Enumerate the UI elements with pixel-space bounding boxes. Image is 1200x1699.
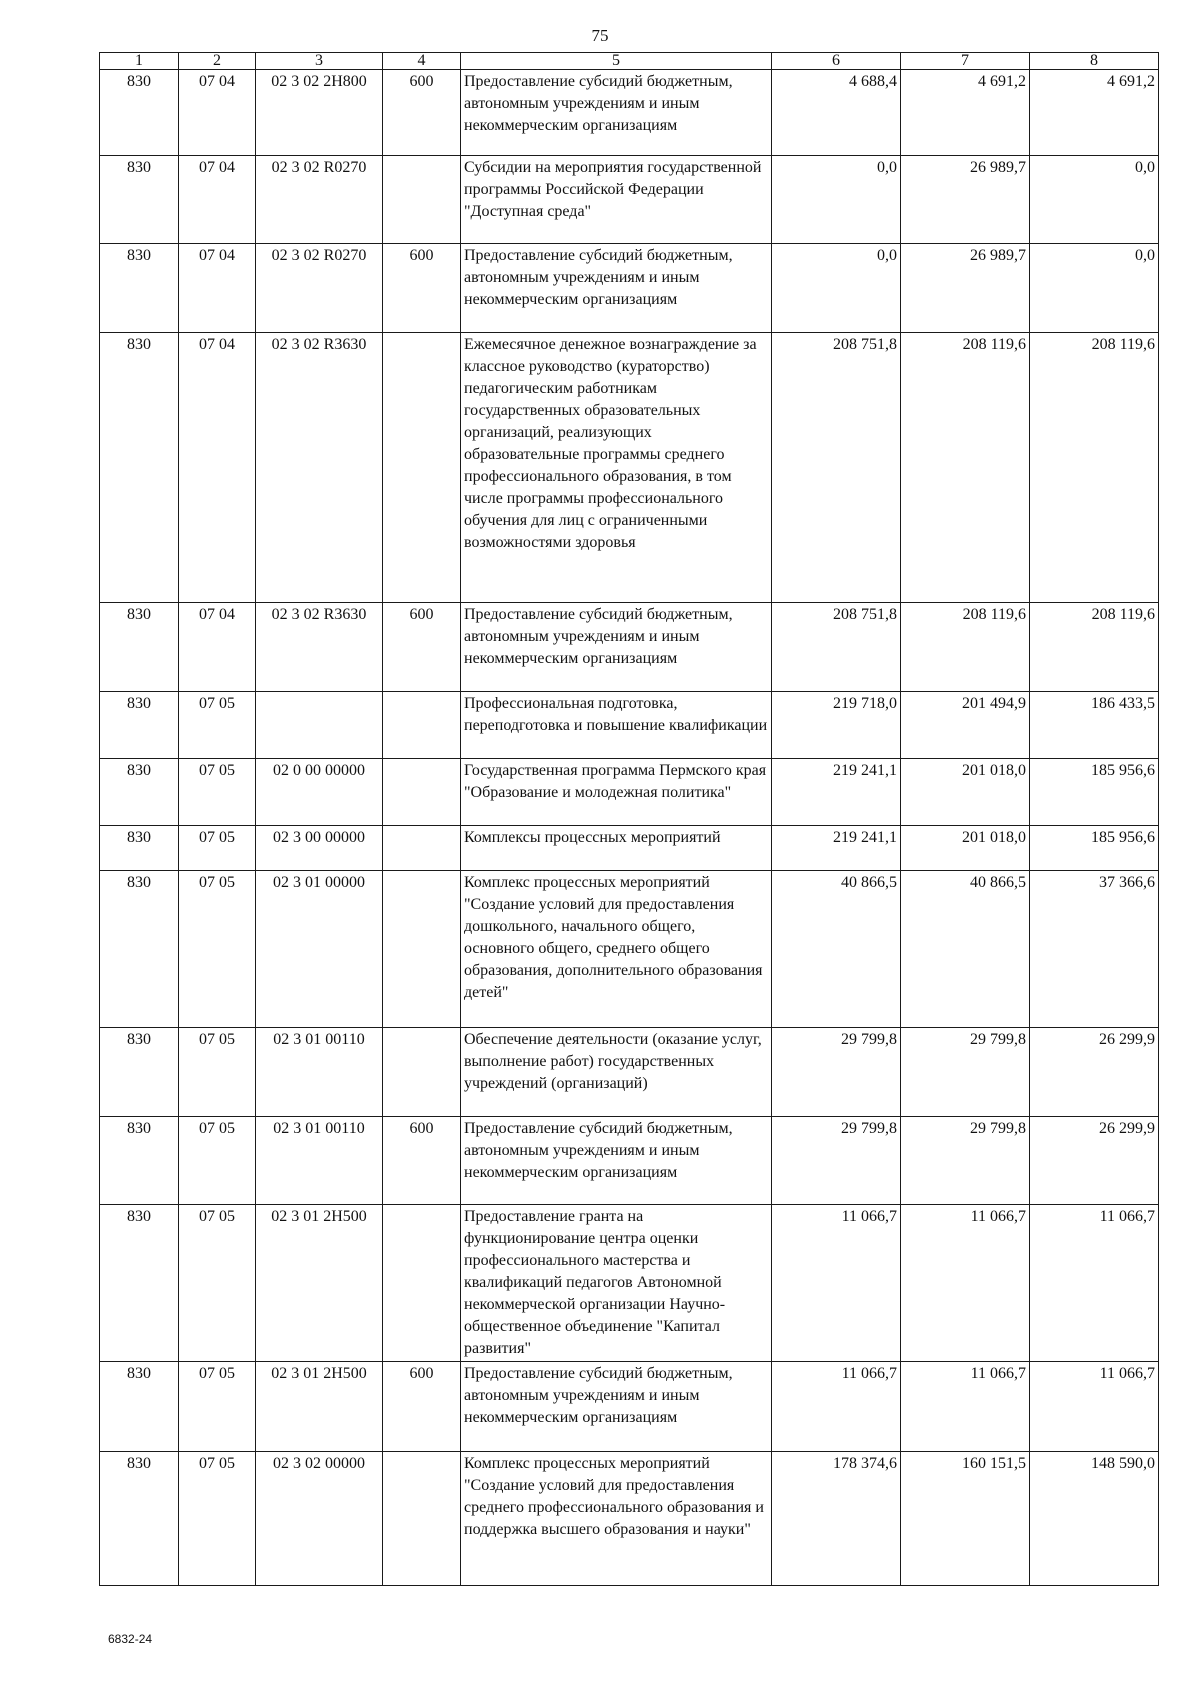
code-expense-type bbox=[383, 333, 461, 603]
table-row bbox=[100, 70, 1159, 156]
table-row bbox=[100, 759, 1159, 826]
code-target: 02 3 02 R3630 bbox=[256, 603, 383, 692]
amount-col-7: 201 494,9 bbox=[901, 692, 1030, 759]
item-description: Профессиональная подготовка, переподготовка и повышение квалификации bbox=[461, 692, 772, 759]
amount-col-6: 219 718,0 bbox=[772, 692, 901, 759]
table-row bbox=[100, 244, 1159, 333]
amount-col-6: 178 374,6 bbox=[772, 1452, 901, 1586]
code-admin: 830 bbox=[100, 759, 179, 826]
amount-col-6: 40 866,5 bbox=[772, 871, 901, 1028]
amount-col-8: 0,0 bbox=[1030, 156, 1159, 244]
code-target: 02 3 02 2Н800 bbox=[256, 70, 383, 156]
code-admin: 830 bbox=[100, 826, 179, 871]
amount-col-8: 208 119,6 bbox=[1030, 603, 1159, 692]
code-target: 02 0 00 00000 bbox=[256, 759, 383, 826]
amount-col-7: 11 066,7 bbox=[901, 1362, 1030, 1452]
amount-col-8: 208 119,6 bbox=[1030, 333, 1159, 603]
code-admin: 830 bbox=[100, 1205, 179, 1362]
code-expense-type bbox=[383, 1028, 461, 1117]
code-section: 07 05 bbox=[179, 1117, 256, 1205]
code-admin: 830 bbox=[100, 156, 179, 244]
amount-col-8: 185 956,6 bbox=[1030, 826, 1159, 871]
item-description: Предоставление субсидий бюджетным, автономным учреждениям и иным некоммерческим организациям bbox=[461, 1117, 772, 1205]
amount-col-6: 0,0 bbox=[772, 244, 901, 333]
amount-col-7: 201 018,0 bbox=[901, 826, 1030, 871]
amount-col-8: 11 066,7 bbox=[1030, 1362, 1159, 1452]
code-section: 07 05 bbox=[179, 1205, 256, 1362]
column-header-8: 8 bbox=[1030, 53, 1159, 70]
item-description: Предоставление гранта на функционирование центра оценки профессионального мастерства и квалификаций педагогов Автономной некоммерческой организации Научно-общественное объединение "Капитал развития" bbox=[461, 1205, 772, 1362]
amount-col-7: 26 989,7 bbox=[901, 244, 1030, 333]
column-header-5: 5 bbox=[461, 53, 772, 70]
amount-col-7: 40 866,5 bbox=[901, 871, 1030, 1028]
code-admin: 830 bbox=[100, 244, 179, 333]
code-expense-type bbox=[383, 826, 461, 871]
code-target: 02 3 02 R0270 bbox=[256, 156, 383, 244]
code-section: 07 05 bbox=[179, 871, 256, 1028]
item-description: Комплекс процессных мероприятий "Создание условий для предоставления среднего профессионального образования и поддержка высшего образования и науки" bbox=[461, 1452, 772, 1586]
table-row bbox=[100, 1117, 1159, 1205]
code-expense-type bbox=[383, 759, 461, 826]
code-section: 07 04 bbox=[179, 244, 256, 333]
column-header-7: 7 bbox=[901, 53, 1030, 70]
code-admin: 830 bbox=[100, 871, 179, 1028]
code-expense-type: 600 bbox=[383, 244, 461, 333]
table-row bbox=[100, 871, 1159, 1028]
code-target: 02 3 01 2Н500 bbox=[256, 1362, 383, 1452]
amount-col-6: 0,0 bbox=[772, 156, 901, 244]
amount-col-6: 219 241,1 bbox=[772, 759, 901, 826]
code-section: 07 04 bbox=[179, 603, 256, 692]
code-section: 07 04 bbox=[179, 156, 256, 244]
table-row bbox=[100, 1205, 1159, 1362]
amount-col-8: 37 366,6 bbox=[1030, 871, 1159, 1028]
item-description: Предоставление субсидий бюджетным, автономным учреждениям и иным некоммерческим организациям bbox=[461, 1362, 772, 1452]
item-description: Субсидии на мероприятия государственной программы Российской Федерации "Доступная среда" bbox=[461, 156, 772, 244]
code-target: 02 3 01 00110 bbox=[256, 1028, 383, 1117]
amount-col-8: 185 956,6 bbox=[1030, 759, 1159, 826]
code-target bbox=[256, 692, 383, 759]
code-target: 02 3 01 2Н500 bbox=[256, 1205, 383, 1362]
amount-col-8: 26 299,9 bbox=[1030, 1028, 1159, 1117]
column-header-6: 6 bbox=[772, 53, 901, 70]
table-body bbox=[100, 70, 1159, 1586]
item-description: Обеспечение деятельности (оказание услуг, выполнение работ) государственных учреждений (организаций) bbox=[461, 1028, 772, 1117]
amount-col-6: 11 066,7 bbox=[772, 1362, 901, 1452]
item-description: Предоставление субсидий бюджетным, автономным учреждениям и иным некоммерческим организациям bbox=[461, 244, 772, 333]
footer-code: 6832-24 bbox=[108, 1632, 153, 1646]
table-row bbox=[100, 1452, 1159, 1586]
table-row bbox=[100, 692, 1159, 759]
amount-col-7: 4 691,2 bbox=[901, 70, 1030, 156]
code-expense-type bbox=[383, 692, 461, 759]
code-target: 02 3 02 R0270 bbox=[256, 244, 383, 333]
code-target: 02 3 02 00000 bbox=[256, 1452, 383, 1586]
code-admin: 830 bbox=[100, 603, 179, 692]
amount-col-8: 0,0 bbox=[1030, 244, 1159, 333]
column-header-3: 3 bbox=[256, 53, 383, 70]
item-description: Комплексы процессных мероприятий bbox=[461, 826, 772, 871]
code-expense-type: 600 bbox=[383, 603, 461, 692]
table-header-row bbox=[100, 53, 1159, 70]
code-admin: 830 bbox=[100, 1362, 179, 1452]
code-expense-type bbox=[383, 1205, 461, 1362]
amount-col-6: 208 751,8 bbox=[772, 333, 901, 603]
amount-col-7: 11 066,7 bbox=[901, 1205, 1030, 1362]
amount-col-6: 29 799,8 bbox=[772, 1028, 901, 1117]
amount-col-6: 4 688,4 bbox=[772, 70, 901, 156]
amount-col-7: 26 989,7 bbox=[901, 156, 1030, 244]
amount-col-6: 219 241,1 bbox=[772, 826, 901, 871]
amount-col-6: 29 799,8 bbox=[772, 1117, 901, 1205]
amount-col-8: 148 590,0 bbox=[1030, 1452, 1159, 1586]
code-section: 07 05 bbox=[179, 759, 256, 826]
code-admin: 830 bbox=[100, 692, 179, 759]
code-admin: 830 bbox=[100, 1028, 179, 1117]
code-target: 02 3 00 00000 bbox=[256, 826, 383, 871]
code-section: 07 05 bbox=[179, 826, 256, 871]
table-row bbox=[100, 1362, 1159, 1452]
amount-col-8: 11 066,7 bbox=[1030, 1205, 1159, 1362]
amount-col-8: 186 433,5 bbox=[1030, 692, 1159, 759]
item-description: Государственная программа Пермского края "Образование и молодежная политика" bbox=[461, 759, 772, 826]
item-description: Комплекс процессных мероприятий "Создание условий для предоставления дошкольного, начального общего, основного общего, среднего общего образования, дополнительного образования детей" bbox=[461, 871, 772, 1028]
amount-col-8: 26 299,9 bbox=[1030, 1117, 1159, 1205]
code-section: 07 05 bbox=[179, 1028, 256, 1117]
table-row bbox=[100, 1028, 1159, 1117]
code-expense-type bbox=[383, 1452, 461, 1586]
amount-col-6: 208 751,8 bbox=[772, 603, 901, 692]
code-admin: 830 bbox=[100, 1452, 179, 1586]
amount-col-7: 208 119,6 bbox=[901, 333, 1030, 603]
table-row bbox=[100, 603, 1159, 692]
code-section: 07 04 bbox=[179, 333, 256, 603]
code-section: 07 04 bbox=[179, 70, 256, 156]
column-header-4: 4 bbox=[383, 53, 461, 70]
budget-table bbox=[99, 52, 1159, 1586]
table-row bbox=[100, 826, 1159, 871]
amount-col-7: 29 799,8 bbox=[901, 1028, 1030, 1117]
code-target: 02 3 02 R3630 bbox=[256, 333, 383, 603]
code-target: 02 3 01 00110 bbox=[256, 1117, 383, 1205]
item-description: Предоставление субсидий бюджетным, автономным учреждениям и иным некоммерческим организациям bbox=[461, 603, 772, 692]
code-admin: 830 bbox=[100, 70, 179, 156]
page-number: 75 bbox=[591, 26, 609, 45]
column-header-1: 1 bbox=[100, 53, 179, 70]
amount-col-7: 208 119,6 bbox=[901, 603, 1030, 692]
code-expense-type: 600 bbox=[383, 1362, 461, 1452]
table-row bbox=[100, 333, 1159, 603]
code-section: 07 05 bbox=[179, 1362, 256, 1452]
code-target: 02 3 01 00000 bbox=[256, 871, 383, 1028]
code-expense-type bbox=[383, 871, 461, 1028]
amount-col-6: 11 066,7 bbox=[772, 1205, 901, 1362]
code-section: 07 05 bbox=[179, 1452, 256, 1586]
amount-col-8: 4 691,2 bbox=[1030, 70, 1159, 156]
table-row bbox=[100, 156, 1159, 244]
code-admin: 830 bbox=[100, 1117, 179, 1205]
code-expense-type: 600 bbox=[383, 70, 461, 156]
item-description: Ежемесячное денежное вознаграждение за классное руководство (кураторство) педагогическим работникам государственных образовательных организаций, реализующих образовательные программы среднего профессионального образования, в том числе программы профессионального обучения для лиц с ограниченными возможностями здоровья bbox=[461, 333, 772, 603]
code-expense-type: 600 bbox=[383, 1117, 461, 1205]
code-section: 07 05 bbox=[179, 692, 256, 759]
amount-col-7: 29 799,8 bbox=[901, 1117, 1030, 1205]
amount-col-7: 160 151,5 bbox=[901, 1452, 1030, 1586]
item-description: Предоставление субсидий бюджетным, автономным учреждениям и иным некоммерческим организациям bbox=[461, 70, 772, 156]
column-header-2: 2 bbox=[179, 53, 256, 70]
code-expense-type bbox=[383, 156, 461, 244]
code-admin: 830 bbox=[100, 333, 179, 603]
amount-col-7: 201 018,0 bbox=[901, 759, 1030, 826]
